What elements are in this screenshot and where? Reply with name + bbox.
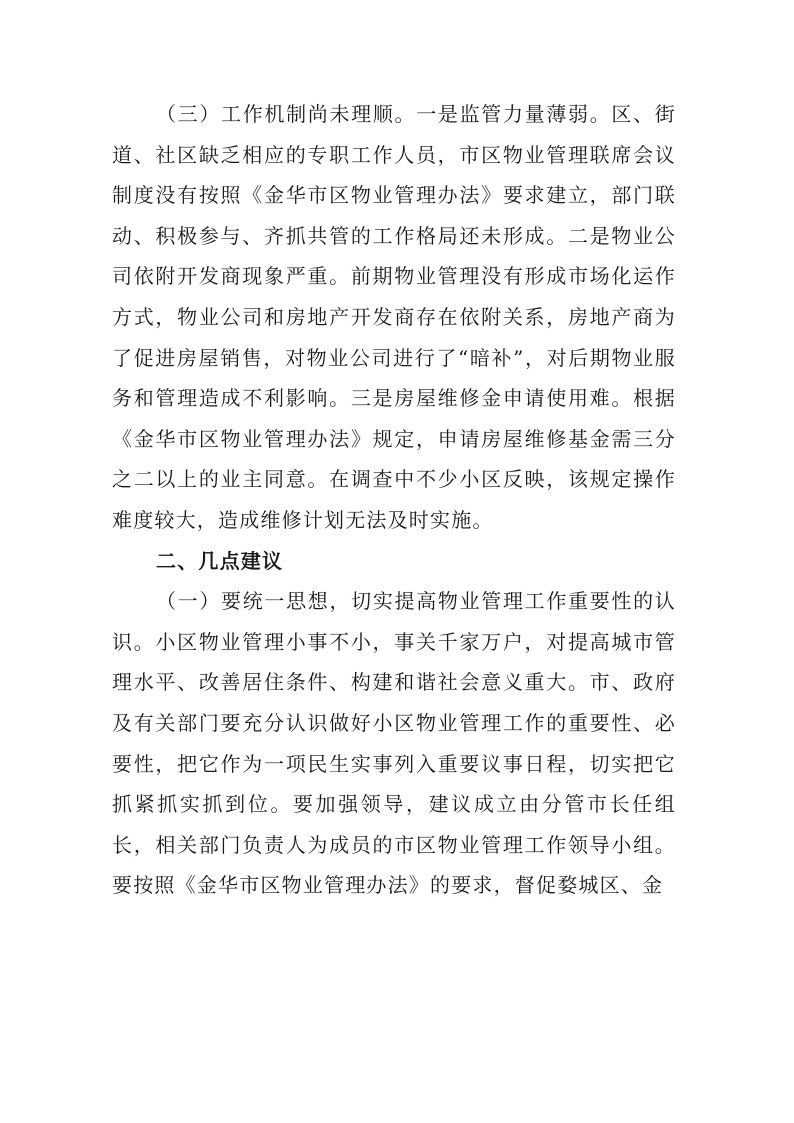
paragraph-suggestion-1: （一）要统一思想，切实提高物业管理工作重要性的认识。小区物业管理小事不小，事关千家万户，对提高城市管理水平、改善居住条件、构建和谐社会意义重大。市、政府及有关部门要充分认识做好小区物业管理工作的重要性、必要性，把它作为一项民生实事列入重要议事日程，切实把它抓紧抓实抓到位。要加强领导，建议成立由分管市长任组长，相关部门负责人为成员的市区物业管理工作领导小组。要按照《金华市区物业管理办法》的要求，督促婺城区、金 — [112, 589, 676, 898]
paragraph-work-mechanism: （三）工作机制尚未理顺。一是监管力量薄弱。区、街道、社区缺乏相应的专职工作人员，市区物业管理联席会议制度没有按照《金华市区物业管理办法》要求建立，部门联动、积极参与、齐抓共管的工作格局还未形成。二是物业公司依附开发商现象严重。前期物业管理没有形成市场化运作方式，物业公司和房地产开发商存在依附关系，房地产商为了促进房屋销售，对物业公司进行了“暗补”，对后期物业服务和管理造成不利影响。三是房屋维修金申请使用难。根据《金华市区物业管理办法》规定，申请房屋维修基金需三分之二以上的业主同意。在调查中不少小区反映，该规定操作难度较大，造成维修计划无法及时实施。 — [112, 102, 676, 532]
document-body — [112, 94, 676, 906]
section-heading-suggestions: 二、几点建议 — [156, 548, 284, 573]
